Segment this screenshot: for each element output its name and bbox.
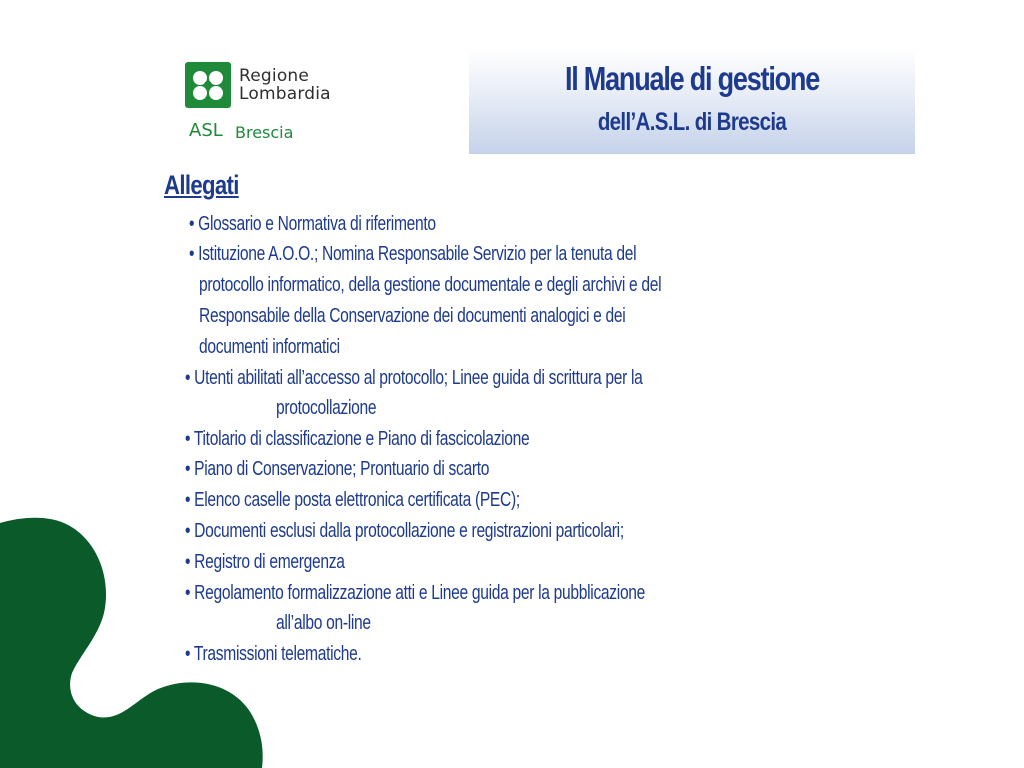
list-item-continuation: protocollo informatico, della gestione documentale e degli archivi e del [199,274,662,296]
list-item: • Titolario di classificazione e Piano di fascicolazione [185,428,530,450]
list-item: • Documenti esclusi dalla protocollazione e registrazioni particolari; [185,520,624,542]
list-item: • Glossario e Normativa di riferimento [189,213,436,235]
section-heading: Allegati [164,170,239,200]
list-item-continuation: protocollazione [276,397,377,419]
list-item-continuation: all’albo on-line [276,612,371,634]
list-item: • Elenco caselle posta elettronica certificata (PEC); [185,489,520,511]
logo-city: Brescia [235,123,294,142]
list-item: • Utenti abilitati all’accesso al protocollo; Linee guida di scrittura per la [185,367,643,389]
list-item-continuation: documenti informatici [199,336,340,358]
page-title: Il Manuale di gestione [564,60,820,97]
list-item: • Registro di emergenza [185,551,345,573]
list-item: • Istituzione A.O.O.; Nomina Responsabile Servizio per la tenuta del [189,243,637,265]
list-item-continuation: Responsabile della Conservazione dei documenti analogici e dei [199,305,626,327]
logo-org: ASL [189,120,223,141]
list-item: • Regolamento formalizzazione atti e Linee guida per la pubblicazione [185,582,646,604]
list-item: • Trasmissioni telematiche. [185,643,362,665]
logo-name-line-1: Regione [239,66,310,86]
logo-name-line-2: Lombardia [239,84,331,104]
list-item: • Piano di Conservazione; Prontuario di scarto [185,458,490,480]
page-subtitle: dell’A.S.L. di Brescia [597,108,787,136]
